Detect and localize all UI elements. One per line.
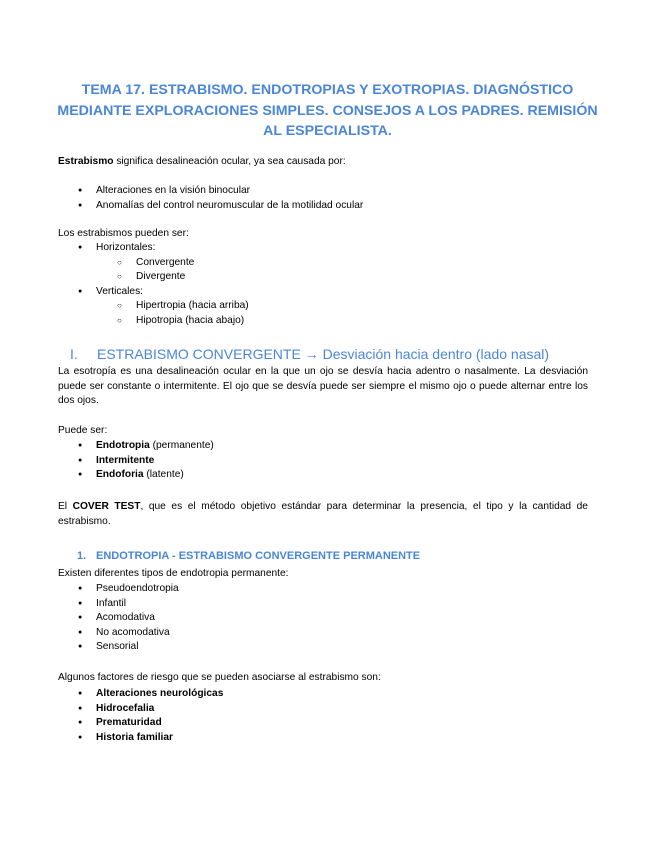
subsection-heading xyxy=(58,549,420,564)
list-item: ○ Divergente xyxy=(58,270,249,285)
list-item xyxy=(58,468,214,483)
intro-rest: significa desalineación ocular, ya sea causada por: xyxy=(113,156,346,167)
kind-detail: (permanente) xyxy=(149,440,214,451)
section-title: ESTRABISMO CONVERGENTE → Desviación hacia dentro (lado nasal) xyxy=(97,346,550,362)
risk-factors-list xyxy=(58,687,223,745)
list-item: ● Prematuridad xyxy=(58,716,223,731)
section-paragraph: La esotropía es una desalineación ocular en la que un ojo se desvía hacia adentro o nasalmente. La desviación puede ser constante o intermitente. El ojo que se desvía puede ser siempre el mismo ojo o puede alternar entre los dos ojos. xyxy=(58,366,588,406)
cover-test-paragraph xyxy=(58,500,588,529)
list-item: ● Hidrocefalia xyxy=(58,702,223,717)
list-item: ● Verticales: xyxy=(58,285,249,300)
horizontal-sublist xyxy=(58,256,249,285)
types-list xyxy=(58,241,249,328)
list-item: ○ Convergente xyxy=(58,256,249,271)
causes-list xyxy=(58,184,363,213)
kind-name: Endotropia xyxy=(96,440,150,451)
kinds-list xyxy=(58,439,214,483)
list-item xyxy=(58,454,214,469)
document-title: TEMA 17. ESTRABISMO. ENDOTROPIAS Y EXOTROPIAS. DIAGNÓSTICO MEDIANTE EXPLORACIONES SIMPLES. CONSEJOS A LOS PADRES. REMISIÓN AL ESPECIALISTA. xyxy=(57,82,598,139)
section-heading xyxy=(58,345,549,363)
list-item: ● No acomodativa xyxy=(58,626,179,641)
types-horizontal xyxy=(58,241,249,256)
list-item: ● Anomalías del control neuromuscular de la motilidad ocular xyxy=(58,199,363,214)
list-item: ○ Hipotropia (hacia abajo) xyxy=(58,314,249,329)
subsection-title: ENDOTROPIA - ESTRABISMO CONVERGENTE PERMANENTE xyxy=(96,550,421,562)
vertical-sublist xyxy=(58,299,249,328)
subsection-number: 1. xyxy=(77,550,87,562)
list-item: ● Infantil xyxy=(58,597,179,612)
list-item xyxy=(58,439,214,454)
cover-post: , que es el método objetivo estándar para determinar la presencia, el tipo y la cantidad de estrabismo. xyxy=(58,501,588,527)
endotropia-intro: Existen diferentes tipos de endotropia permanente: xyxy=(58,568,289,579)
list-item: ○ Hipertropia (hacia arriba) xyxy=(58,299,249,314)
intro-term: Estrabismo xyxy=(58,156,114,167)
kind-detail: (latente) xyxy=(143,469,184,480)
cover-pre: El xyxy=(58,501,73,512)
list-item: ● Alteraciones neurológicas xyxy=(58,687,223,702)
section-number: I. xyxy=(70,346,78,362)
intro-paragraph xyxy=(58,155,598,170)
risk-intro: Algunos factores de riesgo que se pueden asociarse al estrabismo son: xyxy=(58,672,381,683)
kind-name: Endoforia xyxy=(96,469,144,480)
list-item: ● Horizontales: xyxy=(58,241,249,256)
list-item: ● Sensorial xyxy=(58,640,179,655)
types-vertical xyxy=(58,285,249,300)
puede-ser-label: Puede ser: xyxy=(58,425,108,436)
endotropia-types-list xyxy=(58,582,179,655)
list-item: ● Alteraciones en la visión binocular xyxy=(58,184,363,199)
list-item: ● Acomodativa xyxy=(58,611,179,626)
cover-test-term: COVER TEST xyxy=(72,501,141,512)
list-item: ● Pseudoendotropia xyxy=(58,582,179,597)
list-item: ● Historia familiar xyxy=(58,731,223,746)
types-intro: Los estrabismos pueden ser: xyxy=(58,228,189,239)
kind-name: Intermitente xyxy=(96,454,155,466)
